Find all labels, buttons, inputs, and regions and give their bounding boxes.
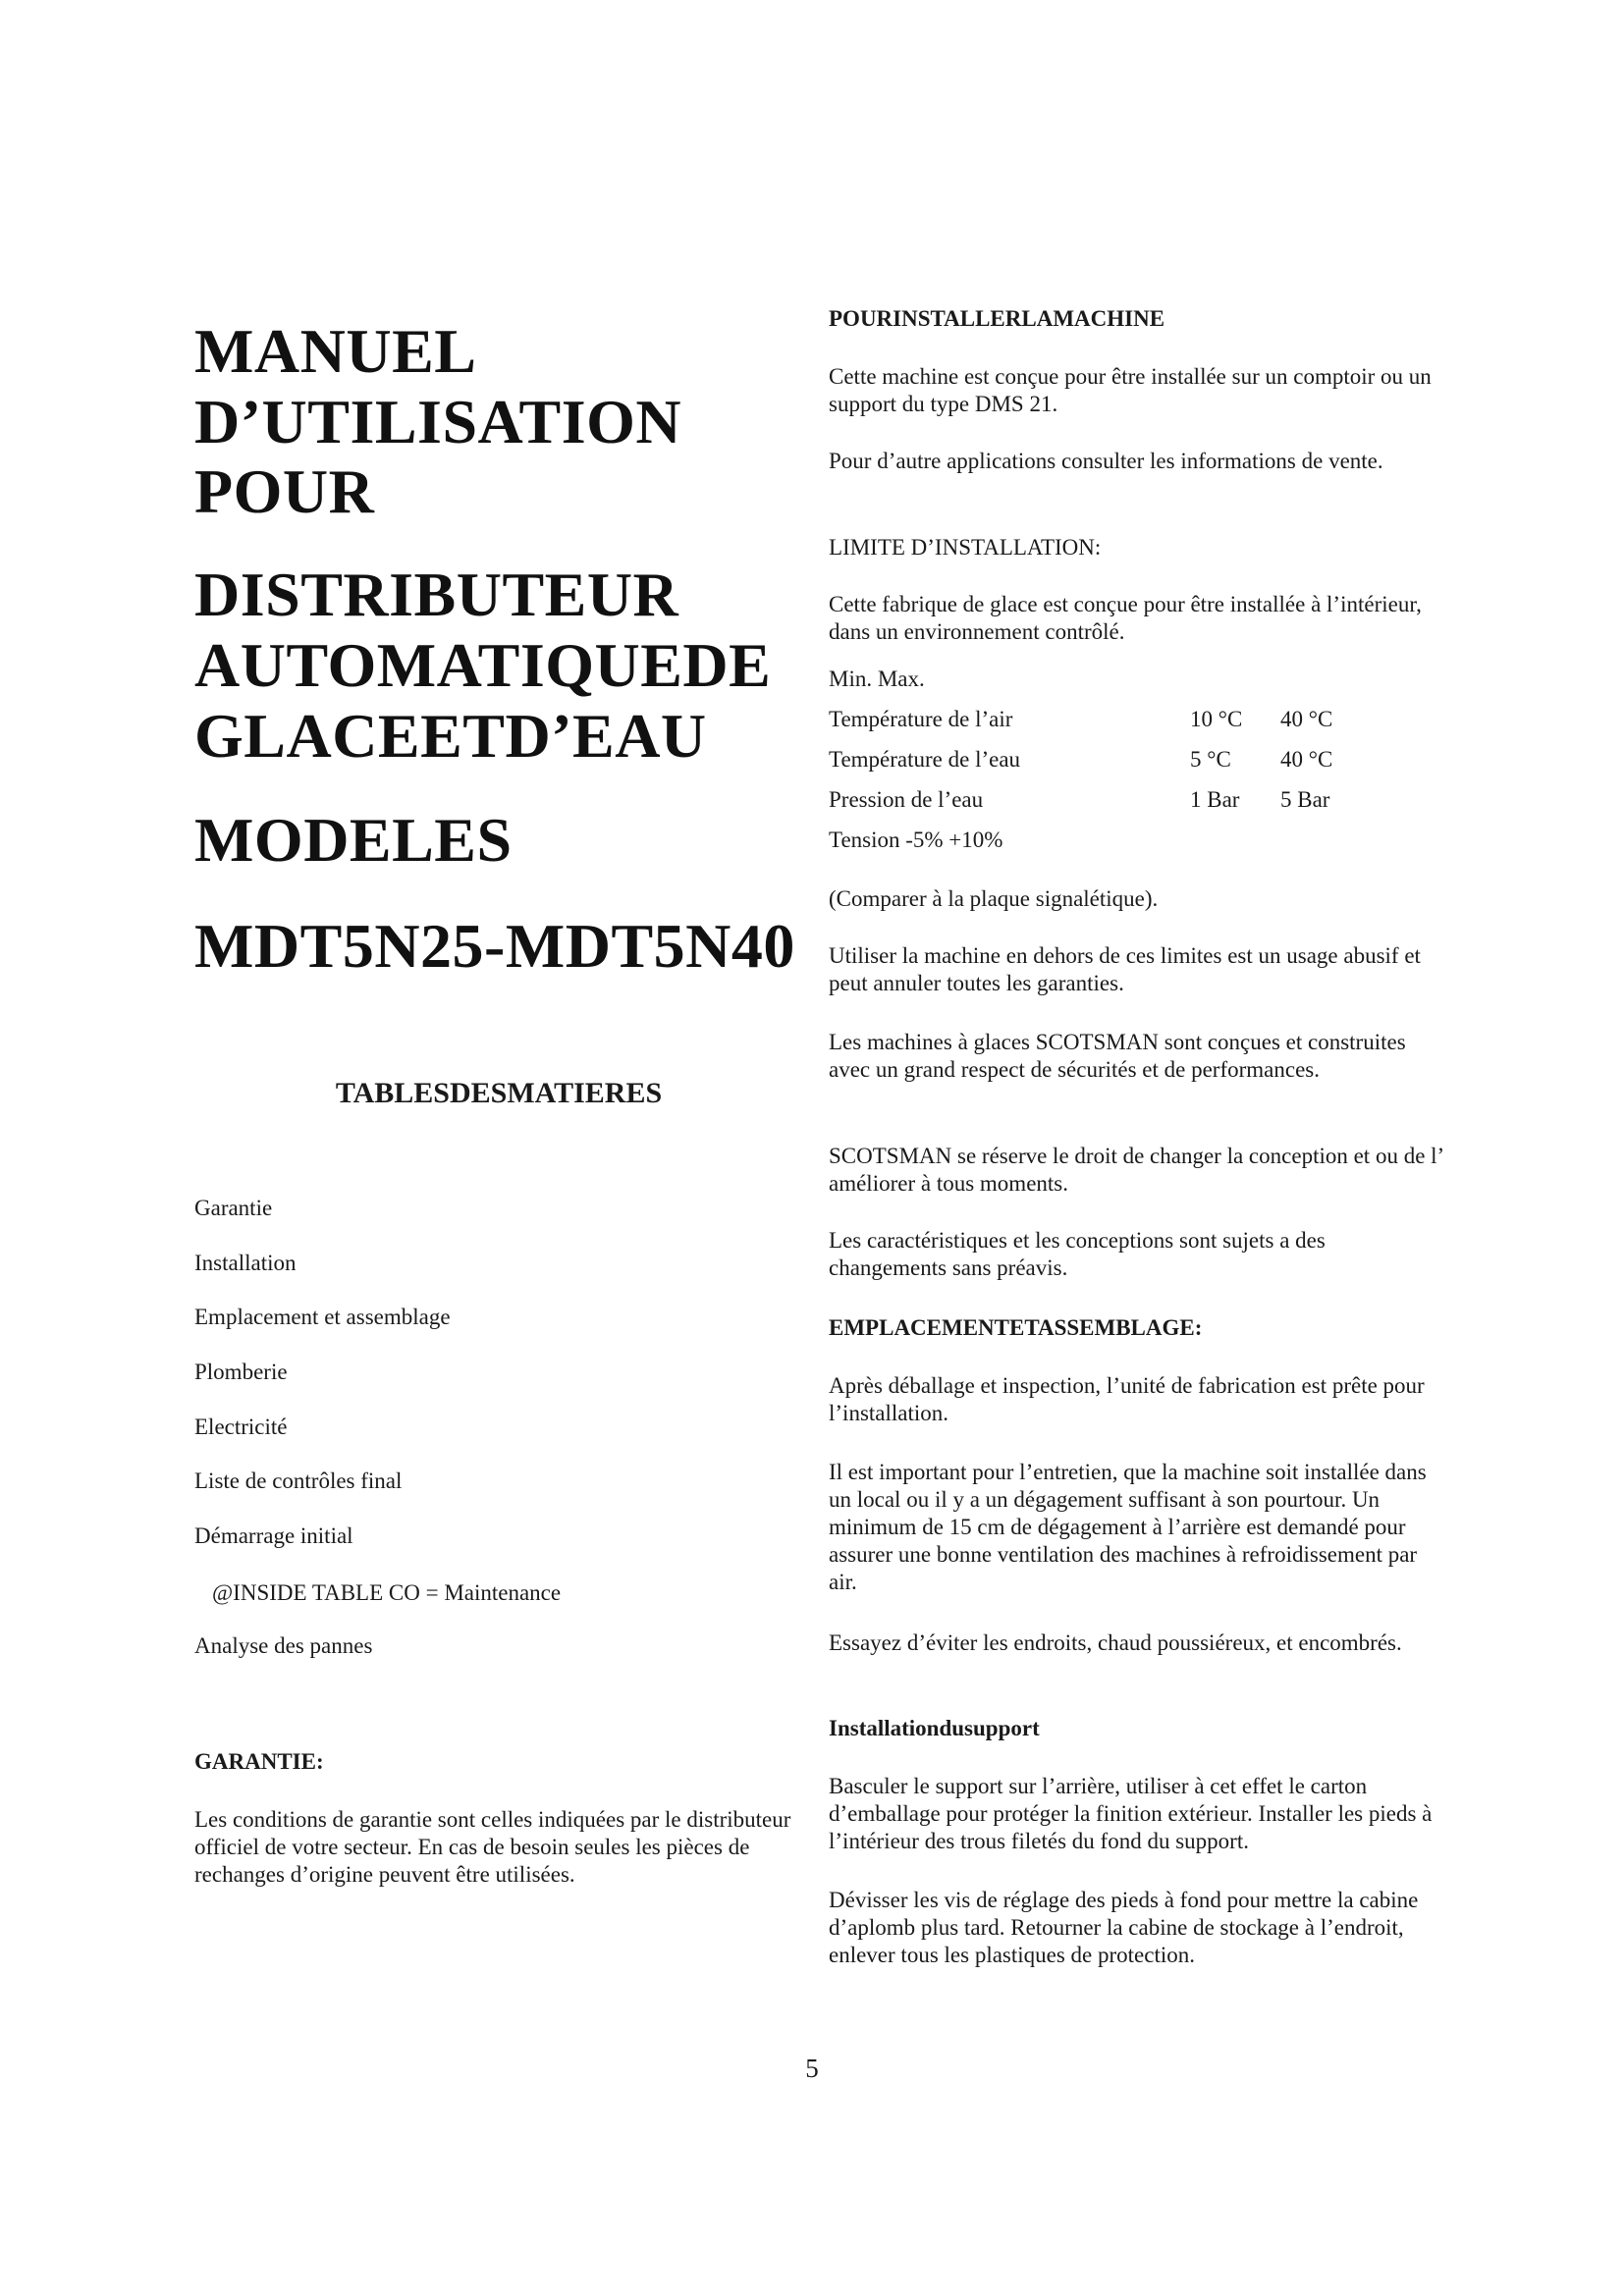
spec-row [829,747,1443,776]
toc-item: Plomberie [194,1360,288,1384]
support-heading: Installationdusupport [829,1716,1040,1740]
spec-label: Température de l’air [829,707,1013,731]
support-para: Basculer le support sur l’arrière, utiliser à cet effet le carton d’emballage pour protéger la finition extérieur. Installer les pieds à l’intérieur des trous filetés du fond du support. [829,1774,1433,1853]
spec-min: 10 °C [1190,707,1243,731]
title-line-utilisation: D’UTILISATION [194,387,682,456]
emplacement-para: Il est important pour l’entretien, que la machine soit installée dans un local ou il y a un dégagement suffisant à son pourtour. Un minimum de 15 cm de dégagement à l’arrière est demandé pour assurer une bonne ventilation des machines à refroidissement par air. [829,1460,1427,1594]
spec-label: Pression de l’eau [829,787,984,812]
title-modeles: MODELES [194,805,513,875]
install-heading: POURINSTALLERLAMACHINE [829,306,1165,331]
spec-row [829,707,1443,736]
toc-item: Garantie [194,1196,273,1220]
toc-item: Analyse des pannes [194,1633,373,1658]
title-line-pour: POUR [194,456,375,526]
install-para: Pour d’autre applications consulter les informations de vente. [829,449,1383,473]
install-para: SCOTSMAN se réserve le droit de changer la conception et ou de l’ améliorer à tous moments. [829,1144,1443,1196]
install-para: Utiliser la machine en dehors de ces limites est un usage abusif et peut annuler toutes les garanties. [829,943,1421,995]
emplacement-para: Essayez d’éviter les endroits, chaud poussiéreux, et encombrés. [829,1630,1402,1655]
spec-max: 40 °C [1280,747,1333,772]
garantie-heading: GARANTIE: [194,1749,324,1774]
compare-note: (Comparer à la plaque signalétique). [829,886,1159,911]
support-para: Dévisser les vis de réglage des pieds à fond pour mettre la cabine d’aplomb plus tard. Retourner la cabine de stockage à l’endroit, enlever tous les plastiques de protection. [829,1888,1419,1967]
title-line-automatique: AUTOMATIQUEDE [194,630,772,700]
garantie-text: Les conditions de garantie sont celles indiquées par le distributeur officiel de votre secteur. En cas de besoin seules les pièces de rechanges d’origine peuvent être utilisées. [194,1807,791,1887]
spec-min: 1 Bar [1190,787,1240,812]
title-line-distributeur: DISTRIBUTEUR [194,560,679,629]
limit-heading: LIMITE D’INSTALLATION: [829,535,1102,560]
toc-item: Installation [194,1251,297,1275]
spec-label: Température de l’eau [829,747,1021,772]
install-para: Cette machine est conçue pour être installée sur un comptoir ou un support du type DMS 21. [829,364,1432,416]
install-para: Cette fabrique de glace est conçue pour être installée à l’intérieur, dans un environnement contrôlé. [829,592,1422,644]
spec-max: 40 °C [1280,707,1333,731]
toc-item: Emplacement et assemblage [194,1305,451,1329]
toc-item: @INSIDE TABLE CO = Maintenance [212,1580,562,1605]
spec-max: 5 Bar [1280,787,1330,812]
toc-item: Liste de contrôles final [194,1468,403,1493]
install-para: Les machines à glaces SCOTSMAN sont conçues et construites avec un grand respect de sécurités et de performances. [829,1030,1406,1082]
toc-title: TABLESDESMATIERES [335,1077,663,1109]
spec-row [829,787,1443,817]
toc-item: Electricité [194,1415,288,1439]
title-line-glace-eau: GLACEETD’EAU [194,701,707,771]
minmax-label: Min. Max. [829,667,925,691]
spec-min: 5 °C [1190,747,1231,772]
emplacement-para: Après déballage et inspection, l’unité de fabrication est prête pour l’installation. [829,1373,1425,1425]
title-model-numbers: MDT5N25-MDT5N40 [194,911,795,981]
title-line-manuel: MANUEL [194,316,477,386]
install-para: Les caractéristiques et les conceptions sont sujets a des changements sans préavis. [829,1228,1326,1280]
toc-item: Démarrage initial [194,1523,353,1548]
emplacement-heading: EMPLACEMENTETASSEMBLAGE: [829,1315,1203,1340]
tension-spec: Tension -5% +10% [829,828,1003,852]
page-number: 5 [805,2054,819,2083]
